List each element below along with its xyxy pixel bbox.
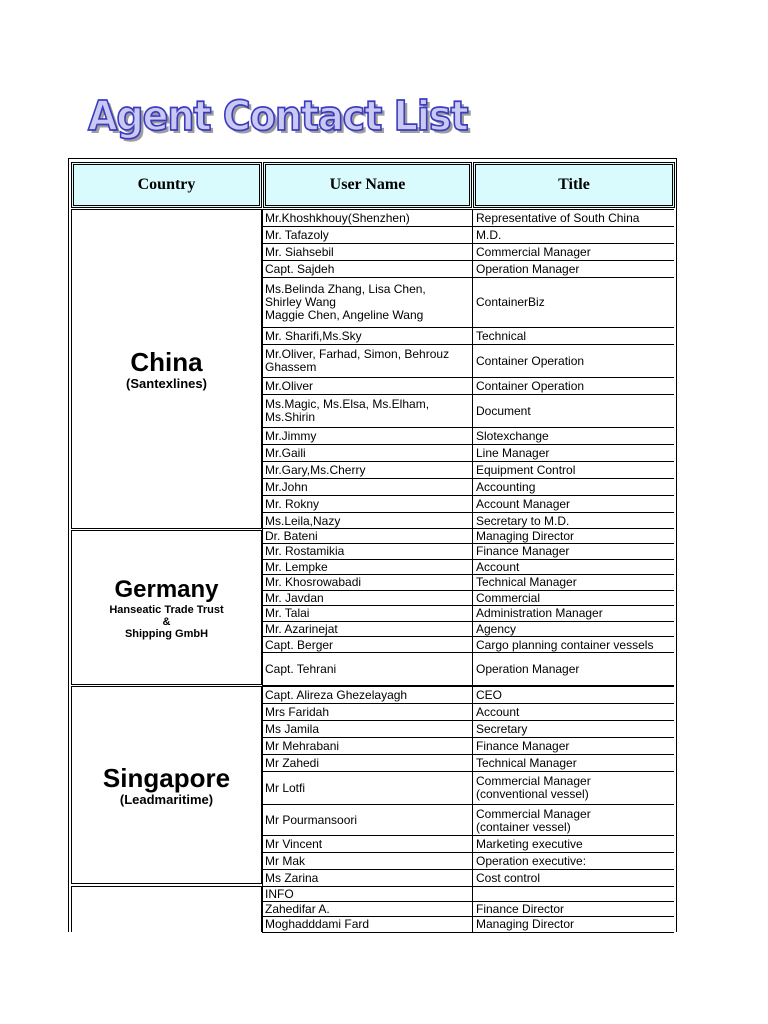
country-cell-china (71, 209, 262, 529)
table-row (262, 720, 674, 738)
user-name-cell: Moghadddami Fard (263, 917, 473, 932)
title-cell: Technical Manager (476, 575, 577, 589)
table-row (262, 327, 674, 345)
table-row (262, 344, 674, 378)
title-cell: M.D. (476, 227, 502, 242)
table-row (262, 209, 674, 227)
user-name-cell: Mr. Siahsebil (263, 244, 473, 260)
user-name-cell: Ms.Magic, Ms.Elsa, Ms.Elham, Ms.Shirin (263, 395, 473, 427)
table-row (262, 804, 674, 837)
user-name-cell: Mr Mehrabani (263, 738, 473, 754)
user-name-cell: Mr Mak (263, 853, 473, 869)
user-name-cell: Mr Lotfi (263, 772, 473, 804)
title-cell: Commercial Manager (476, 244, 591, 259)
agent-company: Hanseatic Trade Trust & Shipping GmbH (109, 603, 224, 640)
title-cell: Managing Director (476, 529, 575, 543)
title-cell: Agency (476, 622, 517, 636)
table-row (262, 574, 674, 591)
title-cell: Secretary (476, 721, 528, 736)
header-title: Title (473, 162, 675, 208)
user-name-cell: INFO (263, 887, 473, 902)
user-name-cell: Mr. Rostamikia (263, 544, 473, 559)
title-cell: Accounting (476, 479, 536, 494)
user-name-cell: Zahedifar A. (263, 902, 473, 917)
table-row (262, 652, 674, 686)
user-name-cell: Mr Zahedi (263, 755, 473, 771)
user-name-cell: Mr.Gary,Ms.Cherry (263, 462, 473, 478)
table-row (262, 605, 674, 622)
user-name-cell: Capt. Sajdeh (263, 261, 473, 277)
title-cell: Managing Director (476, 917, 575, 931)
title-cell: Representative of South China (476, 210, 640, 225)
user-name-cell: Mr Vincent (263, 836, 473, 852)
country-cell-singapore (71, 686, 262, 884)
title-cell: Commercial Manager (container vessel) (476, 806, 591, 834)
title-cell: Finance Manager (476, 738, 570, 753)
table-row (262, 461, 674, 479)
title-cell: Technical (476, 328, 527, 343)
user-name-cell: Mr.Oliver (263, 378, 473, 394)
country-name: China (130, 347, 203, 377)
title-cell: Slotexchange (476, 428, 549, 443)
page-title: Agent Contact List (88, 92, 468, 140)
title-cell: Finance Director (476, 902, 565, 916)
user-name-cell: Mr. Javdan (263, 591, 473, 606)
user-name-cell: Mr. Azarinejat (263, 622, 473, 637)
table-row (262, 260, 674, 278)
user-name-cell: Capt. Berger (263, 637, 473, 653)
country-name: Germany (114, 575, 219, 603)
title-cell: Operation Manager (476, 661, 580, 676)
title-cell: Operation Manager (476, 261, 580, 276)
user-name-cell: Mr Pourmansoori (263, 805, 473, 836)
user-name-cell: Mr.Jimmy (263, 428, 473, 444)
table-row (262, 869, 674, 887)
table-row (262, 543, 674, 560)
title-cell: Administration Manager (476, 606, 603, 620)
user-name-cell: Ms Zarina (263, 870, 473, 886)
title-cell: Commercial Manager (conventional vessel) (476, 774, 591, 801)
table-row (262, 478, 674, 496)
user-name-cell: Mr.Oliver, Farhad, Simon, Behrouz Ghassem (263, 345, 473, 377)
user-name-cell: Mr.Gaili (263, 445, 473, 461)
title-cell: CEO (476, 687, 503, 702)
title-cell: Operation executive: (476, 853, 587, 868)
title-cell: ContainerBiz (476, 295, 545, 309)
user-name-cell: Mr.John (263, 479, 473, 495)
title-cell: Equipment Control (476, 462, 576, 477)
table-row (262, 916, 674, 933)
table-row (262, 852, 674, 870)
table-row (262, 394, 674, 428)
table-row (262, 835, 674, 853)
title-cell: Container Operation (476, 378, 585, 393)
table-row (262, 686, 674, 704)
user-name-cell: Mrs Faridah (263, 704, 473, 720)
header-country: Country (71, 162, 262, 208)
title-cell: Account (476, 560, 520, 574)
table-row (262, 495, 674, 513)
title-cell: Document (476, 403, 531, 418)
user-name-cell: Mr. Lempke (263, 560, 473, 575)
title-cell: Container Operation (476, 353, 585, 368)
table-row (262, 703, 674, 721)
table-row (262, 771, 674, 805)
title-cell: Commercial (476, 591, 541, 605)
title-cell: Technical Manager (476, 755, 577, 770)
title-cell (473, 887, 674, 902)
table-row (262, 427, 674, 445)
title-cell: Marketing executive (476, 836, 583, 851)
table-row (262, 444, 674, 462)
table-row (262, 754, 674, 772)
user-name-cell: Ms.Leila,Nazy (263, 513, 473, 529)
country-name: Singapore (102, 763, 231, 793)
title-cell: Cargo planning container vessels (476, 637, 654, 652)
country-cell-unnamed (71, 886, 262, 932)
user-name-cell: Mr. Khosrowabadi (263, 575, 473, 590)
table-row (262, 226, 674, 244)
table-row (262, 277, 674, 328)
table-row (262, 377, 674, 395)
user-name-cell: Mr. Rokny (263, 496, 473, 512)
user-name-cell: Mr. Sharifi,Ms.Sky (263, 328, 473, 344)
table-row (262, 243, 674, 261)
title-cell: Line Manager (476, 445, 550, 460)
user-name-cell: Mr. Talai (263, 606, 473, 621)
agent-company: (Leadmaritime) (119, 792, 214, 807)
title-cell: Account Manager (476, 496, 571, 511)
user-name-cell: Capt. Tehrani (263, 653, 473, 685)
header-user-name: User Name (263, 162, 472, 208)
agent-company: (Santexlines) (126, 376, 207, 391)
country-cell-germany (71, 530, 262, 685)
user-name-cell: Mr.Khoshkhouy(Shenzhen) (263, 210, 473, 226)
user-name-cell: Ms.Belinda Zhang, Lisa Chen, Shirley Wang Maggie Chen, Angeline Wang (263, 278, 473, 327)
user-name-cell: Ms Jamila (263, 721, 473, 737)
user-name-cell: Capt. Alireza Ghezelayagh (263, 687, 473, 703)
table-row (262, 737, 674, 755)
title-cell: Account (476, 704, 520, 719)
title-cell: Secretary to M.D. (476, 513, 570, 528)
user-name-cell: Mr. Tafazoly (263, 227, 473, 243)
user-name-cell: Dr. Bateni (263, 529, 473, 544)
title-cell: Cost control (476, 870, 541, 885)
title-cell: Finance Manager (476, 544, 570, 558)
